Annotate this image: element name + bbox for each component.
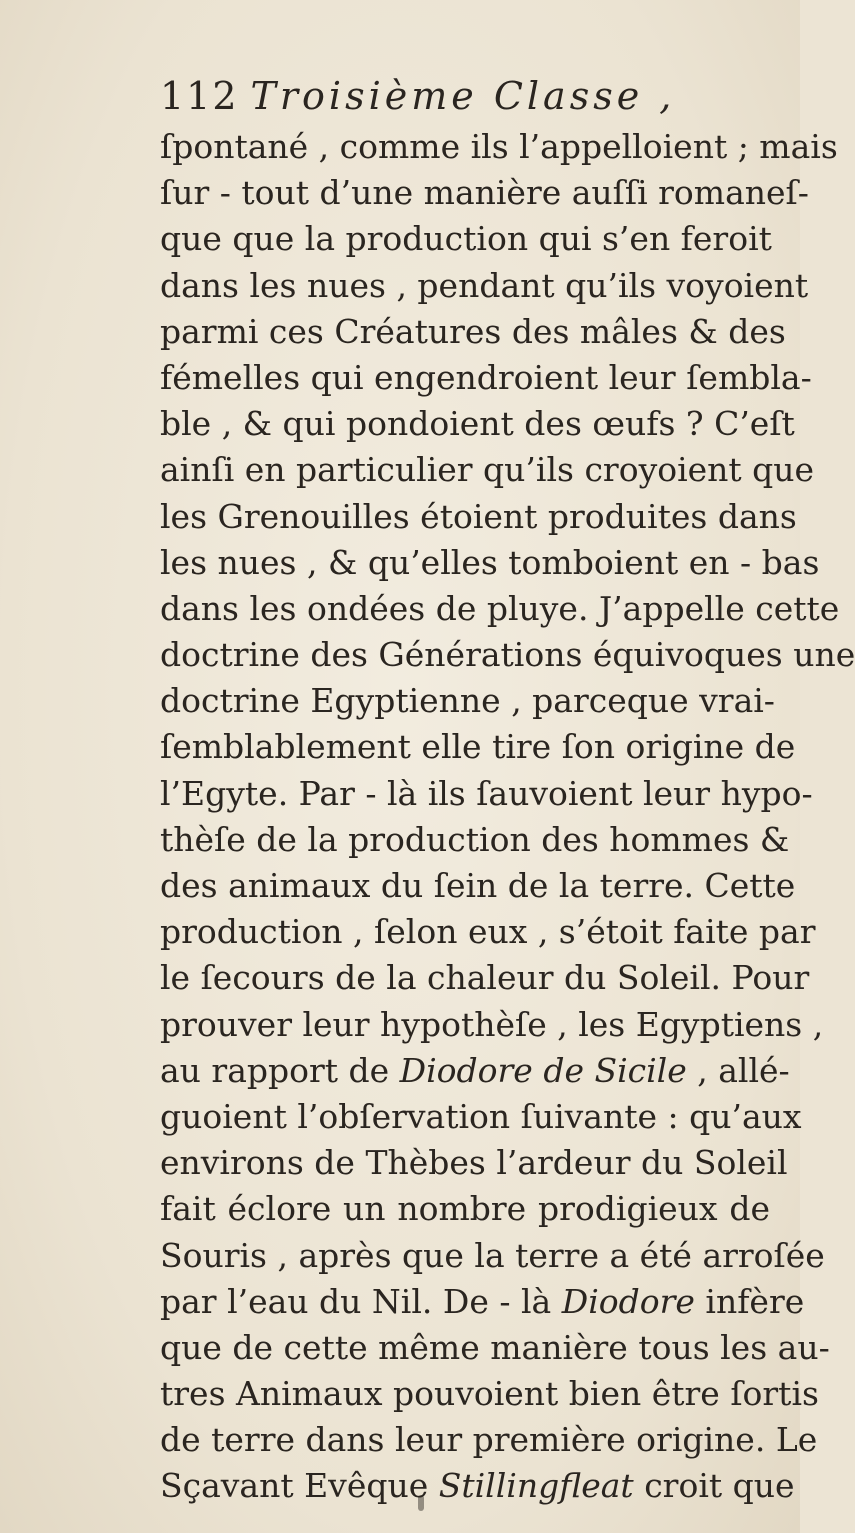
text-line: ainſi en particulier qu’ils croyoient que [160,450,815,490]
text-line: fait éclore un nombre prodigieux de [160,1189,770,1229]
text-line: thèſe de la production des hommes & [160,819,790,859]
text-line: guoient l’obſervation ſuivante : qu’aux [160,1096,802,1136]
text-line: fémelles qui engendroient leur ſembla- [160,357,812,397]
text-segment: par l’eau du Nil. De - là [160,1281,562,1321]
running-title: Troisième Classe , [250,74,676,118]
text-line: ble , & qui pondoient des œufs ? C’eſt [160,404,795,444]
text-line: Souris , après que la terre a été arroſée [160,1235,825,1275]
text-line: dans les nues , pendant qu’ils voyoient [160,265,809,305]
text-line: que de cette même manière tous les au- [160,1327,830,1367]
page-header [160,72,760,120]
text-segment: Sçavant Evêque [160,1466,439,1506]
text-line: parmi ces Créatures des mâles & des [160,311,786,351]
text-line: les Grenouilles étoient produites dans [160,496,797,536]
text-segment: infère [694,1281,805,1321]
text-line [160,1463,795,1509]
text-line: le ſecours de la chaleur du Soleil. Pour [160,958,810,998]
text-line: ſpontané , comme ils l’appelloient ; mais [160,127,838,166]
text-line: dans les ondées de pluye. J’appelle cette [160,588,840,628]
ink-smudge [418,1495,424,1511]
text-line: les nues , & qu’elles tomboient en - bas [160,542,820,582]
text-segment: , allé- [686,1050,790,1090]
text-segment: au rapport de [160,1050,400,1090]
text-line: doctrine des Générations équivoques une [160,635,855,675]
text-line: environs de Thèbes l’ardeur du Soleil [160,1143,788,1183]
text-line: des animaux du ſein de la terre. Cette [160,866,796,905]
page-number: 112 [160,74,239,118]
italic-name-stillingfleat: Stillingfleat [438,1466,634,1506]
text-line [160,1279,805,1325]
italic-name-diodore-de-sicile: Diodore de Sicile [399,1050,687,1090]
text-line: ſur - tout d’une manière auſſi romaneſ- [160,173,809,213]
body-text [160,124,855,1510]
text-line [160,1048,790,1094]
text-line: ſemblablement elle tire ſon origine de [160,727,796,767]
text-line: l’Egyte. Par - là ils ſauvoient leur hypo- [160,773,813,813]
text-line: production , ſelon eux , s’étoit faite par [160,912,816,952]
text-line: tres Animaux pouvoient bien être ſortis [160,1374,819,1414]
text-segment: croit que [633,1466,795,1506]
italic-name-diodore: Diodore [561,1281,695,1321]
text-line: de terre dans leur première origine. Le [160,1420,818,1460]
text-line: que que la production qui s’en feroit [160,219,772,259]
text-line: doctrine Egyptienne , parceque vrai- [160,681,775,721]
text-line: prouver leur hypothèſe , les Egyptiens , [160,1004,824,1044]
